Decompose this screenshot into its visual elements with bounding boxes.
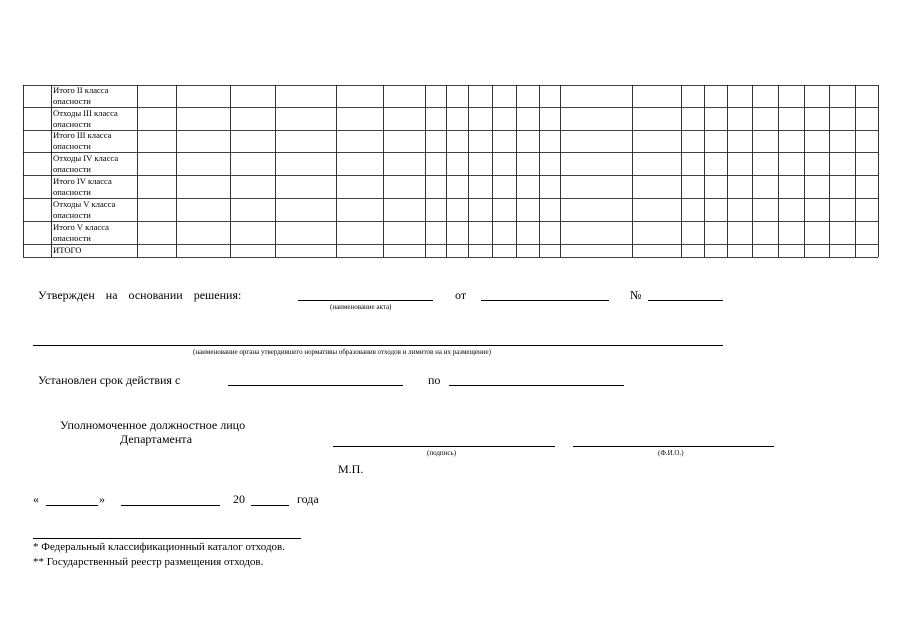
year-suffix: года: [297, 492, 319, 506]
full-name-field[interactable]: [573, 446, 774, 447]
official-title-line2: Департамента: [120, 432, 193, 446]
footnote-separator: [33, 538, 301, 539]
approval-date-field[interactable]: [481, 300, 609, 301]
stamp-place: М.П.: [338, 462, 364, 476]
date-close-quote: »: [99, 492, 105, 506]
validity-end-field[interactable]: [449, 385, 624, 386]
year-prefix: 20: [233, 492, 245, 506]
number-label: №: [630, 288, 642, 302]
row-label-total-class-4: Итого IV класса опасности: [53, 176, 112, 198]
row-label-total-class-5: Итого V класса опасности: [53, 222, 109, 244]
approving-organ-caption: (наименование органа утвердившего нормативы образования отходов и лимитов на их размещение): [193, 348, 491, 356]
from-label: от: [455, 288, 467, 302]
approving-organ-field[interactable]: [33, 345, 723, 346]
validity-label: Установлен срок действия с: [38, 373, 181, 387]
day-field[interactable]: [46, 505, 98, 506]
date-open-quote: «: [33, 492, 39, 506]
row-label-total-class-2: Итого II класса опасности: [53, 85, 109, 107]
row-label-waste-class-5: Отходы V класса опасности: [53, 199, 116, 221]
act-name-caption: (наименование акта): [330, 303, 392, 311]
month-field[interactable]: [121, 505, 220, 506]
act-name-field[interactable]: [298, 300, 433, 301]
signature-caption: (подпись): [427, 449, 457, 457]
footnote-2: ** Государственный реестр размещения отходов.: [33, 556, 264, 568]
footnote-1: * Федеральный классификационный каталог отходов.: [33, 541, 285, 553]
year-field[interactable]: [251, 505, 289, 506]
full-name-caption: (Ф.И.О.): [658, 449, 684, 457]
approval-label: Утвержден на основании решения:: [38, 288, 242, 302]
official-title-line1: Уполномоченное должностное лицо: [60, 418, 246, 432]
row-label-total-class-3: Итого III класса опасности: [53, 130, 112, 152]
row-label-grand-total: ИТОГО: [53, 245, 82, 255]
validity-to-label: по: [428, 373, 441, 387]
validity-start-field[interactable]: [228, 385, 403, 386]
row-label-waste-class-4: Отходы IV класса опасности: [53, 153, 119, 175]
row-label-waste-class-3: Отходы III класса опасности: [53, 108, 118, 130]
signature-field[interactable]: [333, 446, 555, 447]
approval-number-field[interactable]: [648, 300, 723, 301]
